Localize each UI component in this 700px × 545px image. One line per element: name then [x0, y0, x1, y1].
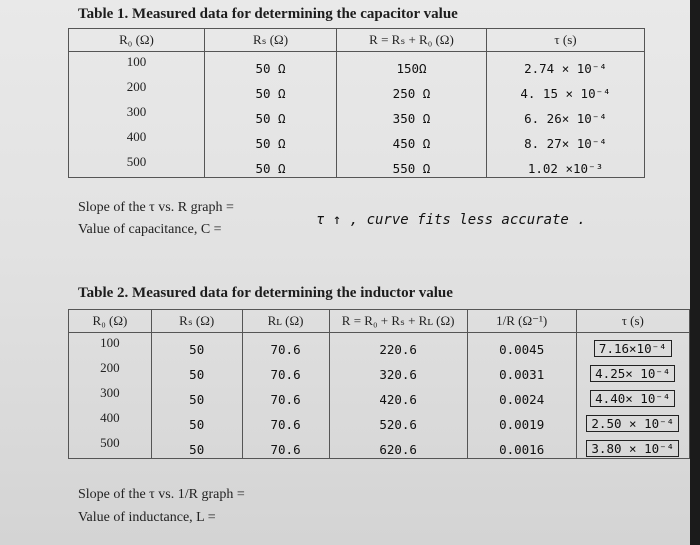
table-row	[69, 52, 645, 78]
cell-rs: 50 Ω	[205, 52, 337, 78]
cell-rs: 50 Ω	[205, 77, 337, 102]
cell-rl: 70.6	[242, 333, 329, 359]
cell-r-total: 220.6	[329, 333, 467, 359]
cell-inverse-r: 0.0016	[467, 433, 576, 459]
cell-rs: 50 Ω	[205, 152, 337, 178]
inductance-label: Value of inductance, L =	[78, 510, 216, 525]
cell-rl: 70.6	[242, 408, 329, 433]
tau-value: 7.16×10⁻⁴	[594, 340, 672, 357]
table-row	[69, 127, 645, 152]
cell-rd: 400	[69, 127, 205, 152]
cell-r-total: 420.6	[329, 383, 467, 408]
table1-caption: Table 1. Measured data for determining the capacitor value	[78, 6, 458, 22]
cell-tau	[576, 358, 689, 383]
cell-r-total: 320.6	[329, 358, 467, 383]
cell-r-total: 450 Ω	[337, 127, 487, 152]
cell-rs: 50	[151, 333, 242, 359]
header-rd: R₀ (Ω)	[69, 29, 205, 52]
cell-rs: 50 Ω	[205, 127, 337, 152]
cell-tau	[576, 433, 689, 459]
cell-tau	[576, 408, 689, 433]
cell-rl: 70.6	[242, 383, 329, 408]
header-tau: τ (s)	[487, 29, 645, 52]
table-row	[69, 333, 690, 359]
cell-rs: 50	[151, 383, 242, 408]
table-row	[69, 77, 645, 102]
capacitance-label: Value of capacitance, C =	[78, 222, 222, 237]
table-row	[69, 152, 645, 178]
table2-caption: Table 2. Measured data for determining the inductor value	[78, 285, 453, 301]
header-r-total: R = Rₛ + R₀ (Ω)	[337, 29, 487, 52]
header-rs: Rₛ (Ω)	[151, 310, 242, 333]
cell-rs: 50 Ω	[205, 102, 337, 127]
inductor-data-table	[68, 309, 690, 459]
cell-tau: 1.02 ×10⁻³	[487, 152, 645, 178]
header-tau: τ (s)	[576, 310, 689, 333]
slope-tau-vs-r-label: Slope of the τ vs. R graph =	[78, 200, 234, 215]
cell-rd: 300	[69, 102, 205, 127]
cell-inverse-r: 0.0019	[467, 408, 576, 433]
tau-value: 3.80 × 10⁻⁴	[586, 440, 679, 457]
cell-tau	[576, 333, 689, 359]
header-rl: Rʟ (Ω)	[242, 310, 329, 333]
cell-rl: 70.6	[242, 433, 329, 459]
cell-rs: 50	[151, 433, 242, 459]
cell-rd: 500	[69, 433, 152, 459]
tau-value: 4.40× 10⁻⁴	[590, 390, 675, 407]
header-r-total: R = R₀ + Rₛ + Rʟ (Ω)	[329, 310, 467, 333]
cell-r-total: 250 Ω	[337, 77, 487, 102]
cell-r-total: 520.6	[329, 408, 467, 433]
tau-value: 2.50 × 10⁻⁴	[586, 415, 679, 432]
cell-tau: 8. 27× 10⁻⁴	[487, 127, 645, 152]
table-row	[69, 358, 690, 383]
table-row	[69, 408, 690, 433]
cell-rs: 50	[151, 408, 242, 433]
cell-r-total: 350 Ω	[337, 102, 487, 127]
cell-inverse-r: 0.0031	[467, 358, 576, 383]
cell-rd: 500	[69, 152, 205, 178]
cell-rd: 200	[69, 358, 152, 383]
table-row	[69, 433, 690, 459]
cell-tau: 4. 15 × 10⁻⁴	[487, 77, 645, 102]
cell-r-total: 550 Ω	[337, 152, 487, 178]
cell-rd: 300	[69, 383, 152, 408]
slope-tau-vs-inverse-r-label: Slope of the τ vs. 1/R graph =	[78, 487, 245, 502]
cell-rd: 100	[69, 333, 152, 359]
table-row	[69, 102, 645, 127]
cell-tau: 6. 26× 10⁻⁴	[487, 102, 645, 127]
header-rs: Rₛ (Ω)	[205, 29, 337, 52]
header-rd: R₀ (Ω)	[69, 310, 152, 333]
cell-tau	[576, 383, 689, 408]
tau-value: 4.25× 10⁻⁴	[590, 365, 675, 382]
table-row	[69, 383, 690, 408]
cell-inverse-r: 0.0045	[467, 333, 576, 359]
cell-rl: 70.6	[242, 358, 329, 383]
header-inverse-r: 1/R (Ω⁻¹)	[467, 310, 576, 333]
cell-rd: 400	[69, 408, 152, 433]
cell-r-total: 620.6	[329, 433, 467, 459]
cell-rd: 100	[69, 52, 205, 78]
cell-r-total: 150Ω	[337, 52, 487, 78]
cell-tau: 2.74 × 10⁻⁴	[487, 52, 645, 78]
capacitor-data-table	[68, 28, 645, 178]
handwritten-note: τ ↑ , curve fits less accurate .	[316, 212, 586, 228]
cell-inverse-r: 0.0024	[467, 383, 576, 408]
cell-rs: 50	[151, 358, 242, 383]
cell-rd: 200	[69, 77, 205, 102]
